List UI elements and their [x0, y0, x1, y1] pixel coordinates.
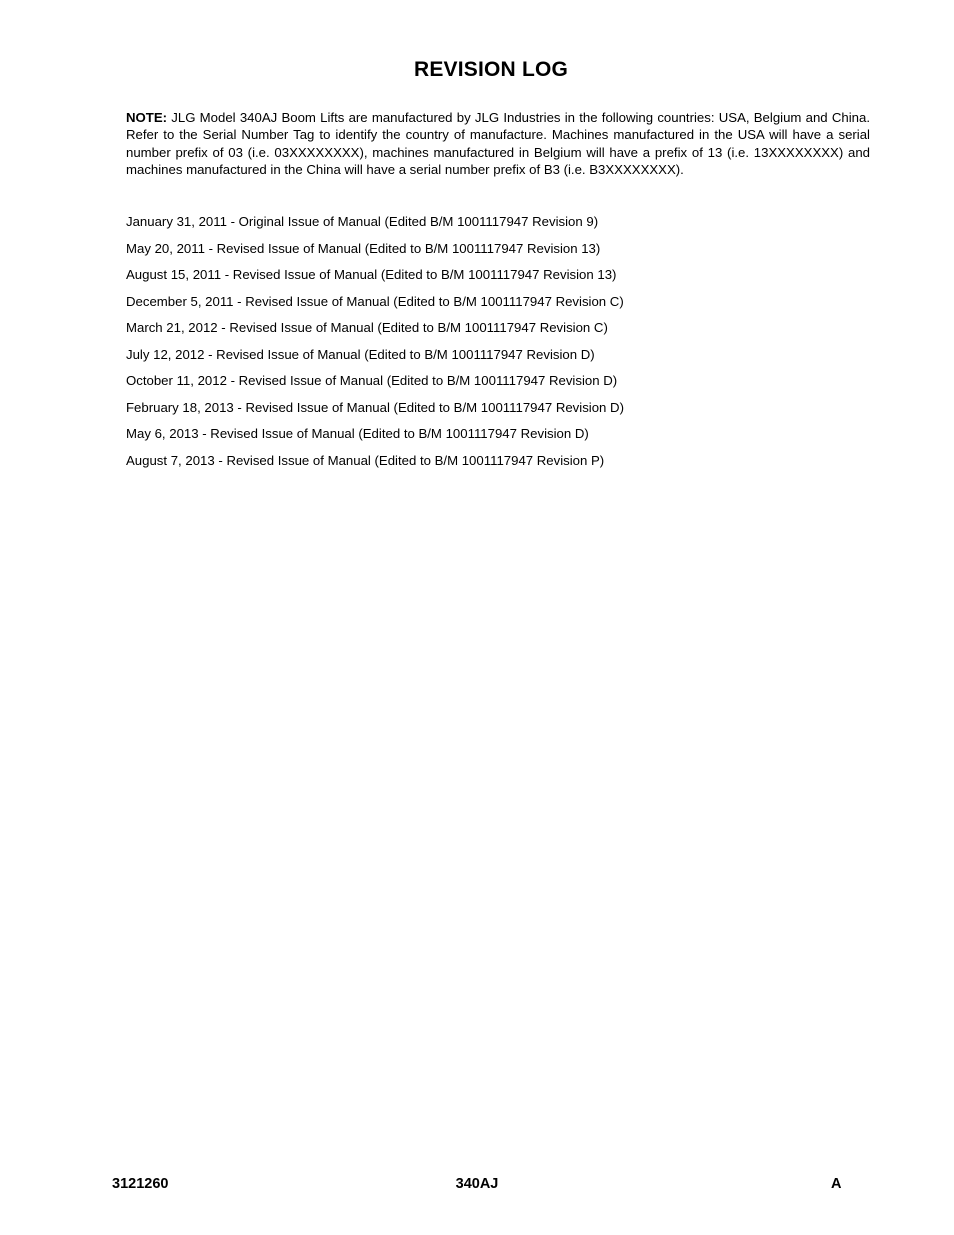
- page-title: REVISION LOG: [413, 58, 569, 82]
- footer-page-number: A: [831, 1176, 842, 1192]
- note-paragraph: [126, 109, 870, 178]
- revision-entry: March 21, 2012 - Revised Issue of Manual (Edited to B/M 1001117947 Revision C): [126, 320, 608, 335]
- note-label: NOTE:: [126, 110, 168, 125]
- revision-entry: December 5, 2011 - Revised Issue of Manual (Edited to B/M 1001117947 Revision C): [126, 293, 624, 309]
- revision-entry: August 7, 2013 - Revised Issue of Manual (Edited to B/M 1001117947 Revision P): [126, 452, 605, 468]
- revision-list: [126, 213, 870, 478]
- revision-entry: July 12, 2012 - Revised Issue of Manual (Edited to B/M 1001117947 Revision D): [126, 346, 595, 362]
- revision-entry: May 6, 2013 - Revised Issue of Manual (Edited to B/M 1001117947 Revision D): [126, 426, 589, 441]
- footer-document-number: 3121260: [112, 1176, 169, 1192]
- revision-entry: May 20, 2011 - Revised Issue of Manual (Edited to B/M 1001117947 Revision 13): [126, 240, 601, 256]
- revision-entry: February 18, 2013 - Revised Issue of Manual (Edited to B/M 1001117947 Revision D): [126, 399, 624, 415]
- note-text: JLG Model 340AJ Boom Lifts are manufactured by JLG Industries in the following countries: USA, Belgium and China. Refer to the Serial Number Tag to identify the country of manufacture. Machines manufactured in the USA will have a serial number prefix of 03 (i.e. 03XXXXXXXX), machines manufactured in Belgium will have a prefix of 13 (i.e. 13XXXXXXXX) and machines manufactured in the China will have a serial number prefix of B3 (i.e. B3XXXXXXXX).: [126, 110, 870, 177]
- revision-entry: October 11, 2012 - Revised Issue of Manual (Edited to B/M 1001117947 Revision D): [126, 373, 618, 388]
- revision-entry: January 31, 2011 - Original Issue of Manual (Edited B/M 1001117947 Revision 9): [126, 214, 599, 229]
- footer-model: 340AJ: [455, 1176, 499, 1192]
- revision-entry: August 15, 2011 - Revised Issue of Manual (Edited to B/M 1001117947 Revision 13): [126, 267, 617, 282]
